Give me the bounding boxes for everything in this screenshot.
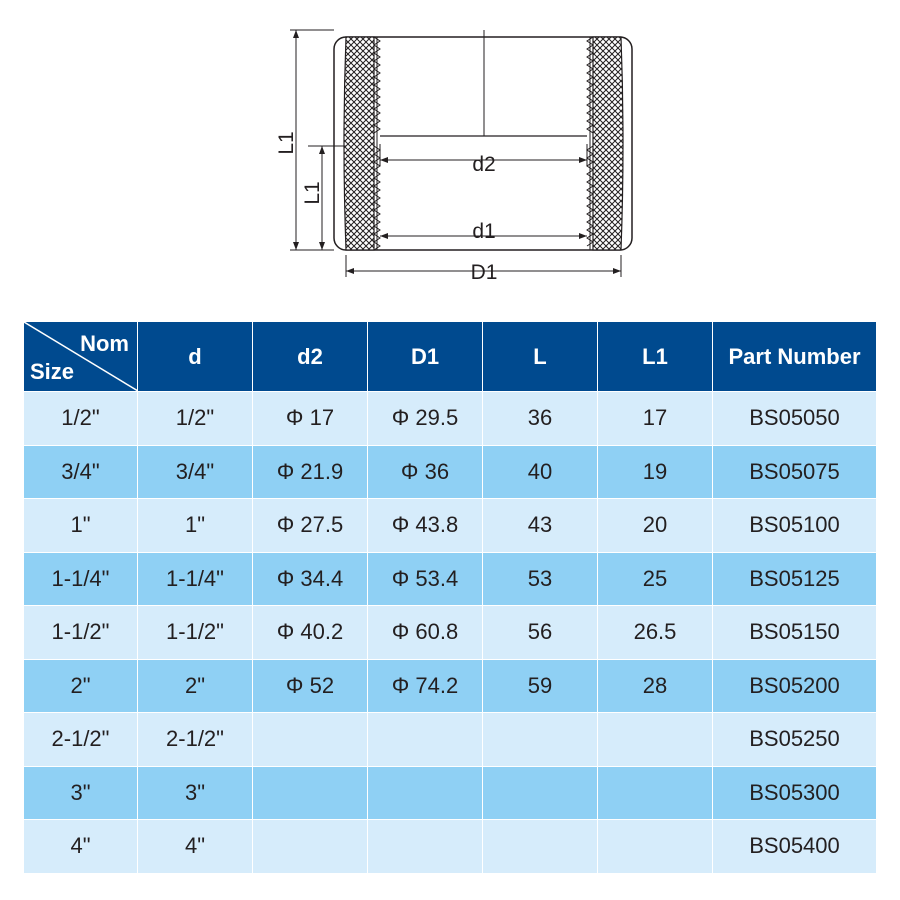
cell-d: 2" bbox=[138, 660, 253, 714]
cell-nom-size: 2" bbox=[24, 660, 138, 714]
table-row bbox=[24, 606, 876, 660]
cell-d2 bbox=[253, 820, 368, 874]
cell-L: 36 bbox=[483, 392, 598, 446]
cell-D1: Φ 60.8 bbox=[368, 606, 483, 660]
cell-d2 bbox=[253, 713, 368, 767]
header-nom-label: Nom bbox=[80, 331, 129, 356]
cell-nom-size: 2-1/2" bbox=[24, 713, 138, 767]
cell-D1: Φ 29.5 bbox=[368, 392, 483, 446]
cell-L bbox=[483, 767, 598, 821]
header-row bbox=[24, 322, 876, 392]
cell-nom-size: 1-1/4" bbox=[24, 553, 138, 607]
cell-nom-size: 4" bbox=[24, 820, 138, 874]
cell-d: 4" bbox=[138, 820, 253, 874]
cell-part-number: BS05400 bbox=[713, 820, 876, 874]
cell-L: 43 bbox=[483, 499, 598, 553]
header-nom-size bbox=[24, 322, 138, 392]
cell-L bbox=[483, 820, 598, 874]
header-size-label: Size bbox=[30, 359, 75, 384]
cell-nom-size: 1-1/2" bbox=[24, 606, 138, 660]
table-row bbox=[24, 392, 876, 446]
cell-part-number: BS05075 bbox=[713, 446, 876, 500]
cell-part-number: BS05100 bbox=[713, 499, 876, 553]
cell-L: 59 bbox=[483, 660, 598, 714]
left-thread-wall bbox=[344, 37, 374, 250]
d1-label: d1 bbox=[472, 220, 496, 243]
cell-d2: Φ 52 bbox=[253, 660, 368, 714]
cell-L1: 19 bbox=[598, 446, 713, 500]
fitting-diagram bbox=[0, 0, 900, 300]
cell-d2 bbox=[253, 767, 368, 821]
table-row bbox=[24, 713, 876, 767]
right-thread-wall bbox=[593, 37, 623, 250]
cell-d2: Φ 40.2 bbox=[253, 606, 368, 660]
cell-L1: 25 bbox=[598, 553, 713, 607]
cell-D1: Φ 53.4 bbox=[368, 553, 483, 607]
cell-d2: Φ 21.9 bbox=[253, 446, 368, 500]
table-row bbox=[24, 553, 876, 607]
cell-part-number: BS05125 bbox=[713, 553, 876, 607]
cell-part-number: BS05200 bbox=[713, 660, 876, 714]
cell-part-number: BS05250 bbox=[713, 713, 876, 767]
cell-D1: Φ 74.2 bbox=[368, 660, 483, 714]
fitting-body-outline bbox=[334, 37, 632, 250]
cell-L1: 20 bbox=[598, 499, 713, 553]
header-D1: D1 bbox=[368, 322, 483, 392]
header-part-number: Part Number bbox=[713, 322, 876, 392]
cell-L1: 26.5 bbox=[598, 606, 713, 660]
L1-outer-label: L1 bbox=[275, 131, 298, 155]
header-L1: L1 bbox=[598, 322, 713, 392]
cell-d2: Φ 34.4 bbox=[253, 553, 368, 607]
table-body bbox=[24, 392, 876, 874]
cell-D1: Φ 43.8 bbox=[368, 499, 483, 553]
cell-d: 2-1/2" bbox=[138, 713, 253, 767]
cell-D1: Φ 36 bbox=[368, 446, 483, 500]
cell-part-number: BS05050 bbox=[713, 392, 876, 446]
cell-nom-size: 3" bbox=[24, 767, 138, 821]
cell-L: 53 bbox=[483, 553, 598, 607]
table-row bbox=[24, 446, 876, 500]
cell-L1 bbox=[598, 767, 713, 821]
table-row bbox=[24, 767, 876, 821]
cell-D1 bbox=[368, 767, 483, 821]
d2-label: d2 bbox=[472, 153, 496, 176]
table-row bbox=[24, 820, 876, 874]
cell-d: 3/4" bbox=[138, 446, 253, 500]
cell-d2: Φ 27.5 bbox=[253, 499, 368, 553]
cell-nom-size: 3/4" bbox=[24, 446, 138, 500]
cell-d: 1" bbox=[138, 499, 253, 553]
cell-d2: Φ 17 bbox=[253, 392, 368, 446]
cell-nom-size: 1/2" bbox=[24, 392, 138, 446]
cell-L1: 28 bbox=[598, 660, 713, 714]
cell-L1: 17 bbox=[598, 392, 713, 446]
cell-L: 40 bbox=[483, 446, 598, 500]
cell-L1 bbox=[598, 713, 713, 767]
header-d: d bbox=[138, 322, 253, 392]
cell-D1 bbox=[368, 820, 483, 874]
cell-d: 1/2" bbox=[138, 392, 253, 446]
cell-part-number: BS05300 bbox=[713, 767, 876, 821]
cell-D1 bbox=[368, 713, 483, 767]
table-row bbox=[24, 499, 876, 553]
cell-L bbox=[483, 713, 598, 767]
spec-table bbox=[24, 322, 876, 874]
cell-part-number: BS05150 bbox=[713, 606, 876, 660]
header-L: L bbox=[483, 322, 598, 392]
D1-label: D1 bbox=[470, 261, 498, 284]
cell-L1 bbox=[598, 820, 713, 874]
table-row bbox=[24, 660, 876, 714]
cell-nom-size: 1" bbox=[24, 499, 138, 553]
cell-L: 56 bbox=[483, 606, 598, 660]
cell-d: 1-1/2" bbox=[138, 606, 253, 660]
cell-d: 3" bbox=[138, 767, 253, 821]
cell-d: 1-1/4" bbox=[138, 553, 253, 607]
L1-inner-label: L1 bbox=[301, 181, 324, 205]
header-d2: d2 bbox=[253, 322, 368, 392]
